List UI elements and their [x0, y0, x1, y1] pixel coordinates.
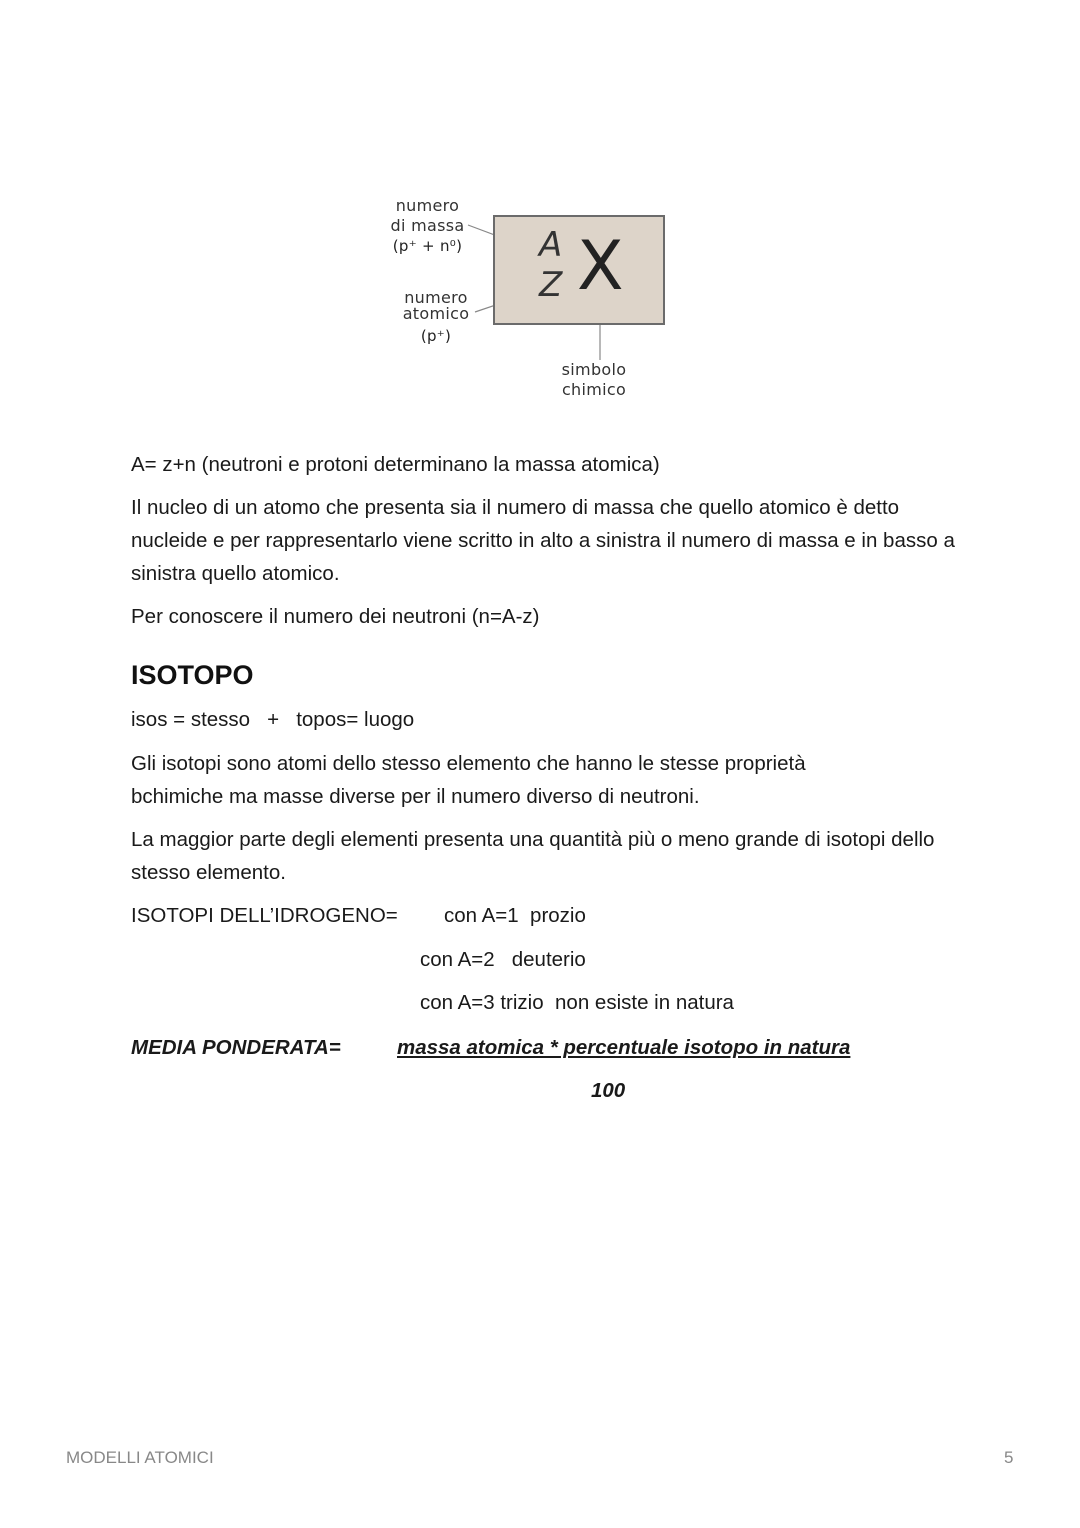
atomic-number-letter: Z [539, 265, 563, 305]
nucleide-paragraph: Il nucleo di un atomo che presenta sia il numero di massa che quello atomico è detto nucleide e per rappresentarlo viene scritto in alto a sinistra il numero di massa e in basso a sinistra quello atomico. [131, 496, 955, 585]
neutrons-line: Per conoscere il numero dei neutroni (n=A-z) [131, 605, 540, 628]
hydrogen-isotope-item: con A=1 prozio [444, 904, 586, 927]
hydrogen-isotopes-label: ISOTOPI DELL’IDROGENO= [131, 904, 398, 927]
chemical-symbol-label: simbolo chimico [561, 360, 627, 399]
hydrogen-isotope-item: con A=3 trizio non esiste in natura [420, 991, 734, 1014]
isotopo-heading: ISOTOPO [131, 660, 254, 690]
nuclide-diagram [380, 190, 680, 410]
footer-title: MODELLI ATOMICI [66, 1448, 214, 1467]
formula-line: A= z+n (neutroni e protoni determinano la massa atomica) [131, 453, 660, 476]
chemical-symbol-letter: X [577, 227, 624, 306]
mass-number-label: numero di massa (p⁺ + n⁰) [390, 196, 465, 255]
atomic-number-label: numero atomico (p⁺) [402, 288, 470, 345]
weighted-average-numerator: massa atomica * percentuale isotopo in natura [397, 1036, 851, 1059]
isotopes-paragraph: Gli isotopi sono atomi dello stesso elemento che hanno le stesse proprietà bchimiche ma masse diverse per il numero diverso di neutroni. [131, 752, 806, 808]
nuclide-symbol-box [493, 215, 665, 325]
elements-paragraph: La maggior parte degli elementi presenta una quantità più o meno grande di isotopi dello stesso elemento. [131, 828, 935, 884]
etymology-line: isos = stesso + topos= luogo [131, 708, 415, 731]
hydrogen-isotope-item: con A=2 deuterio [420, 948, 586, 971]
mass-number-letter: A [539, 225, 563, 265]
weighted-average-label: MEDIA PONDERATA= [131, 1036, 341, 1059]
page-number: 5 [1004, 1448, 1014, 1467]
weighted-average-denominator: 100 [591, 1079, 626, 1102]
